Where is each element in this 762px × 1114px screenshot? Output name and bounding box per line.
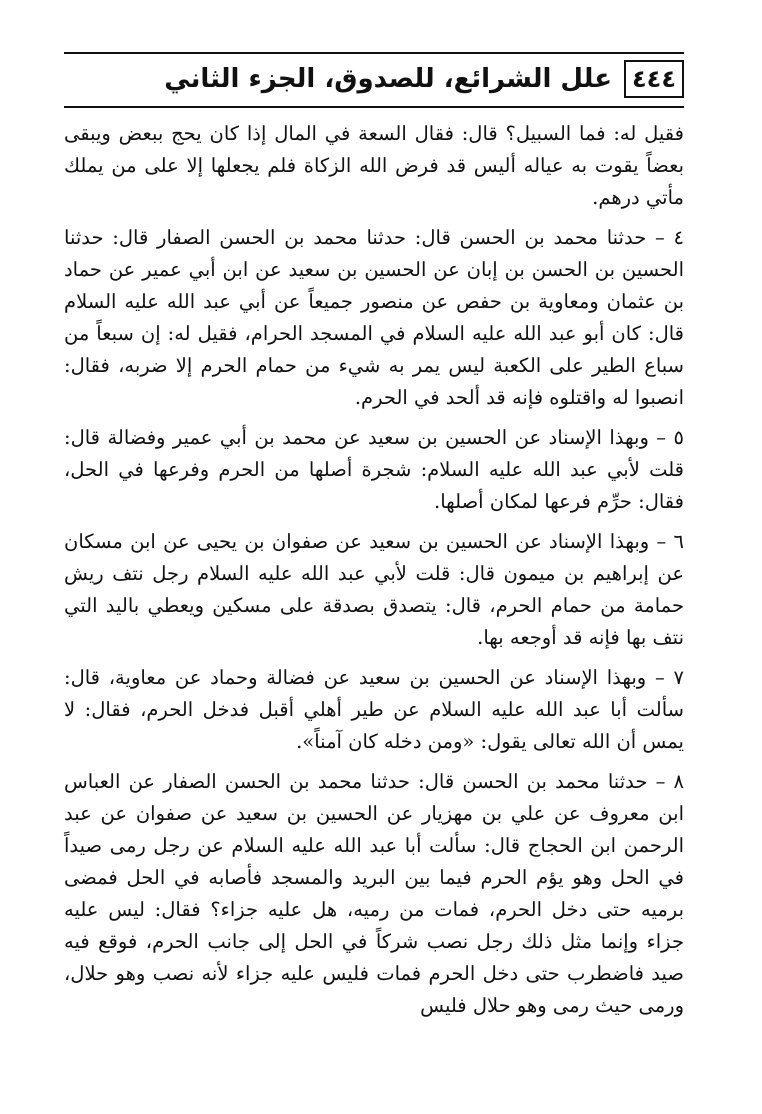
paragraph-hadith-8: ٨ – حدثنا محمد بن الحسن قال: حدثنا محمد بن الحسن الصفار عن العباس ابن معروف عن علي بن مهزيار عن الحسين بن سعيد عن صفوان عن عبد الرحمن ابن الحجاج قال: سألت أبا عبد الله عليه السلام عن رجل رمى صيداً في الحل وهو يؤم الحرم فيما بين البريد والمسجد فأصابه في الحل فمضى برميه حتى دخل الحرم، فمات من رميه، هل عليه جزاء؟ فقال: ليس عليه جزاء وإنما مثل ذلك رجل نصب شركاً في الحل إلى جانب الحرم، فوقع فيه صيد فاضطرب حتى دخل الحرم فمات فليس عليه جزاء لأنه نصب وهو حلال، ورمى حيث رمى وهو حلال فليس	[64, 770, 685, 1017]
book-page	[64, 52, 684, 1102]
paragraph-hadith-7: ٧ – وبهذا الإسناد عن الحسين بن سعيد عن فضالة وحماد عن معاوية، قال: سألت أبا عبد الله عليه السلام عن طير أهلي أقبل فدخل الحرم، فقال: لا يمس أن الله تعالى يقول: «ومن دخله كان آمناً».	[64, 666, 684, 753]
page-header	[64, 52, 684, 108]
page-number: ٤٤٤	[624, 60, 684, 98]
paragraph-continuation: فقيل له: فما السبيل؟ قال: فقال السعة في المال إذا كان يحج ببعض ويبقى بعضاً يقوت به عياله أليس قد فرض الله الزكاة فلم يجعلها إلا على من يملك مأتي درهم.	[64, 122, 684, 209]
paragraph-hadith-4: ٤ – حدثنا محمد بن الحسن قال: حدثنا محمد بن الحسن الصفار قال: حدثنا الحسين بن الحسن بن إبان عن الحسين بن سعيد عن ابن أبي عمير عن حماد بن عثمان ومعاوية بن حفص عن منصور جميعاً عن أبي عبد الله عليه السلام قال: كان أبو عبد الله عليه السلام في المسجد الحرام، فقيل له: إن سبعاً من سباع الطير على الكعبة ليس يمر به شيء من حمام الحرم إلا ضربه، فقال: انصبوا له واقتلوه فإنه قد ألحد في الحرم.	[64, 226, 684, 409]
book-title: علل الشرائع، للصدوق، الجزء الثاني	[164, 64, 612, 94]
body-text	[64, 118, 684, 1022]
paragraph-hadith-6: ٦ – وبهذا الإسناد عن الحسين بن سعيد عن صفوان بن يحيى عن ابن مسكان عن إبراهيم بن ميمون قال: قلت لأبي عبد الله عليه السلام رجل نتف ريش حمامة من حمام الحرم، قال: يتصدق بصدقة على مسكين ويعطي باليد التي نتف بها فإنه قد أوجعه بها.	[64, 530, 684, 649]
paragraph-hadith-5: ٥ – وبهذا الإسناد عن الحسين بن سعيد عن محمد بن أبي عمير وفضالة قال: قلت لأبي عبد الله عليه السلام: شجرة أصلها من الحرم وفرعها في الحل، فقال: حرِّم فرعها لمكان أصلها.	[64, 426, 684, 513]
